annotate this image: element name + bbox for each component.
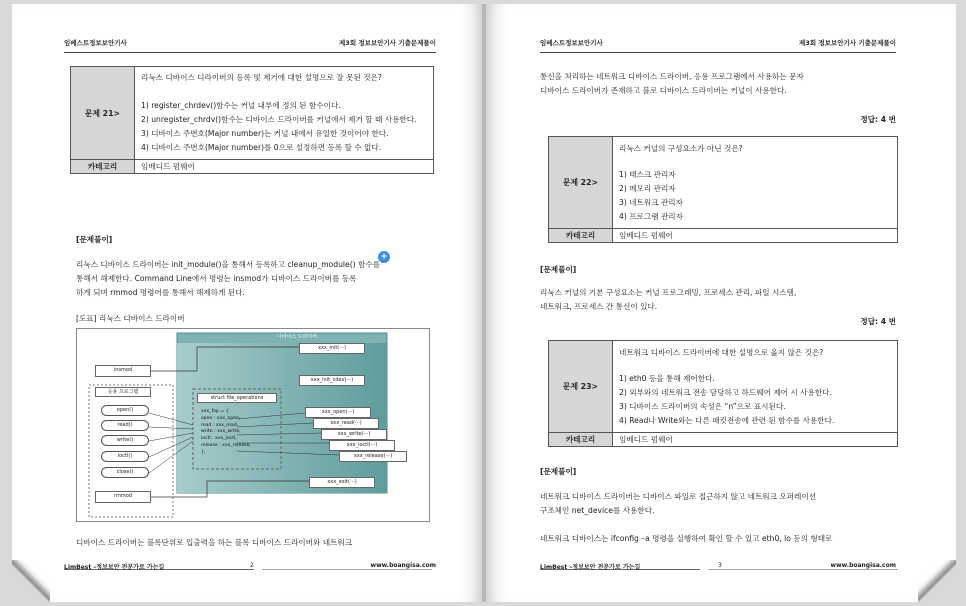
app-call-ioctl: ioctl() bbox=[101, 451, 149, 462]
question-23-table bbox=[548, 340, 898, 447]
solution-text bbox=[540, 490, 910, 518]
struct-line: }; bbox=[201, 449, 206, 455]
header-divider bbox=[64, 52, 436, 53]
question-22-table bbox=[548, 136, 898, 243]
solution-line: 구조체인 net_device를 사용한다. bbox=[540, 506, 655, 515]
category-label: 카테고리 bbox=[71, 160, 135, 174]
book-spread bbox=[12, 4, 956, 602]
page-footer bbox=[64, 562, 436, 576]
insmod-box: insmod bbox=[95, 365, 151, 377]
struct-line: write : xxx_write, bbox=[201, 429, 241, 435]
question-body bbox=[613, 137, 898, 229]
question-21-table bbox=[70, 66, 434, 174]
app-call-write: write() bbox=[101, 435, 149, 446]
footer-left: LimBest –정보보안 전문가로 가는길 bbox=[64, 564, 165, 571]
option-4: 4) Read나 Write와는 다른 패킷전송에 관련 된 함수를 사용한다. bbox=[619, 415, 835, 425]
header-left-title: 임베스트정보보안기사 bbox=[540, 39, 603, 47]
option-3: 3) 디바이스 드라이버의 속성은 “n”으로 표시된다. bbox=[619, 401, 786, 411]
solution-title: [문제풀이] bbox=[540, 265, 577, 274]
option-1: 1) eth0 등을 통해 제어한다. bbox=[619, 373, 715, 383]
question-label: 문제 22> bbox=[549, 137, 613, 229]
right-page bbox=[486, 4, 956, 602]
option-2: 2) unregister_chrdv()함수는 디바이스 드라이버를 커널에서 제거 할 때 사용한다. bbox=[141, 115, 417, 124]
solution-tail: 네트워크 디바이스는 ifconfig –a 명령을 실행하여 확인 할 수 있고 eth0, lo 등의 형태로 bbox=[540, 534, 833, 543]
app-label: 응용 프로그램 bbox=[95, 387, 151, 397]
struct-title: struct file_operations bbox=[197, 393, 277, 403]
option-4: 4) 프로그램 관리자 bbox=[619, 211, 683, 221]
init-cdev-box: xxx_init_cdev(···) bbox=[299, 375, 365, 386]
page-curl-icon[interactable] bbox=[12, 560, 50, 602]
fop-open-box: xxx_open(···) bbox=[305, 407, 371, 418]
device-driver-diagram bbox=[76, 328, 430, 522]
page-footer bbox=[540, 562, 896, 576]
category-label: 카테고리 bbox=[549, 433, 613, 447]
struct-line: ioctl : xxx_ioctl, bbox=[201, 436, 237, 442]
question-text: 리눅스 디바이스 디라이버의 등록 및 제거에 대한 설명으로 잘 못된 것은? bbox=[141, 73, 382, 82]
figure-caption: [도표] 리눅스 디바이스 드라이버 bbox=[76, 314, 185, 323]
question-text: 네트워크 디바이스 드라이버에 대한 설명으로 옳지 않은 것은? bbox=[619, 347, 824, 357]
page-number: 3 bbox=[718, 562, 722, 569]
struct-line: xxx_fop = { bbox=[201, 409, 229, 414]
tail-line: 디바이스 드라이버는 블록단위로 입출력을 하는 블록 디바이스 드라이버와 네트워크 bbox=[76, 538, 353, 547]
app-call-read: read() bbox=[101, 420, 149, 431]
answer-line: 정답: 4 번 bbox=[860, 317, 896, 326]
option-3: 3) 네트워크 관리자 bbox=[619, 197, 683, 207]
question-label: 문제 23> bbox=[549, 341, 613, 433]
page-curl-icon[interactable] bbox=[918, 560, 956, 602]
header-divider bbox=[540, 52, 896, 53]
fop-ioctl-box: xxx_ioctl(···) bbox=[329, 440, 395, 451]
intro-text bbox=[540, 70, 900, 98]
solution-title: [문제풀이] bbox=[76, 235, 113, 244]
solution-line: 통해서 해제한다. Command Line에서 명령는 insmod가 디바이스 드라이버를 등록 bbox=[76, 274, 357, 283]
plus-circle-icon[interactable]: + bbox=[378, 251, 390, 263]
header-right-title: 제3회 정보보안기사 기출문제풀이 bbox=[339, 39, 436, 47]
option-2: 2) 외부와의 네트워크 전송 담당하고 하드웨어 제어 시 사용한다. bbox=[619, 387, 832, 397]
intro-line: 통신을 처리하는 네트워크 디바이스 드라이버, 응용 프로그램에서 사용하는 문자 bbox=[540, 72, 804, 81]
kernel-label: 디바이스 드라이버 bbox=[276, 334, 318, 340]
footer-url: www.boangisa.com bbox=[370, 562, 436, 569]
option-1: 1) 태스크 관리자 bbox=[619, 169, 676, 179]
question-label: 문제 21> bbox=[71, 67, 135, 160]
fop-release-box: xxx_release(···) bbox=[339, 451, 407, 462]
left-page bbox=[12, 4, 482, 602]
solution-line: 리눅스 커널의 기본 구성요소는 커널 프로그래밍, 프로세스 관리, 파일 시스템, bbox=[540, 288, 797, 297]
app-call-open: open() bbox=[101, 405, 149, 416]
page-number: 2 bbox=[250, 562, 254, 569]
fop-read-box: xxx_read(···) bbox=[313, 418, 379, 429]
exit-box: xxx_exit(···) bbox=[309, 477, 375, 488]
option-2: 2) 메모리 관리자 bbox=[619, 183, 676, 193]
header-left-title: 임베스트정보보안기사 bbox=[64, 39, 127, 47]
solution-line: 네트워크, 프로세스 간 통신이 있다. bbox=[540, 302, 658, 311]
footer-left: LimBest –정보보안 전문가로 가는길 bbox=[540, 564, 641, 571]
app-call-close: close() bbox=[101, 467, 149, 478]
option-4: 4) 디바이스 주번호(Major number)를 0으로 설정하면 등록 할 수 없다. bbox=[141, 143, 382, 152]
struct-line: open : xxx_open, bbox=[201, 415, 241, 421]
solution-line: 리눅스 디바이스 드라이버는 init_module()을 통해서 등록하고 cleanup_module() 함수를 bbox=[76, 260, 381, 269]
category-value: 임베디드 펌웨어 bbox=[135, 160, 434, 174]
category-value: 임베디드 펌웨어 bbox=[613, 229, 898, 243]
struct-line: read : xxx_read, bbox=[201, 422, 239, 428]
struct-body bbox=[201, 409, 251, 457]
question-text: 리눅스 커널의 구성요소가 아닌 것은? bbox=[619, 143, 743, 153]
header-right-title: 제3회 정보보안기사 기출문제풀이 bbox=[799, 39, 896, 47]
fop-write-box: xxx_write(···) bbox=[321, 429, 387, 440]
solution-title: [문제풀이] bbox=[540, 467, 577, 476]
solution-line: 네트워크 디바이스 드라이버는 디바이스 파일로 접근하지 않고 네트워크 오퍼레이션 bbox=[540, 492, 817, 501]
solution-text bbox=[76, 258, 436, 300]
footer-url: www.boangisa.com bbox=[830, 562, 896, 569]
rmmod-box: rmmod bbox=[95, 491, 151, 503]
solution-line: 하게 되며 rmmod 명령어를 통해서 해제하게 된다. bbox=[76, 288, 245, 297]
option-1: 1) register_chrdev()함수는 커널 내부에 정의 된 함수이다. bbox=[141, 101, 341, 110]
category-label: 카테고리 bbox=[549, 229, 613, 243]
option-3: 3) 디바이스 주번호(Major number)는 커널 내에서 유일한 것이어야 한다. bbox=[141, 129, 389, 138]
question-body bbox=[135, 67, 434, 160]
question-body bbox=[613, 341, 898, 433]
solution-text bbox=[540, 286, 900, 314]
answer-line: 정답: 4 번 bbox=[860, 115, 896, 124]
struct-line: release : xxx_release, bbox=[201, 442, 251, 448]
category-value: 임베디드 펌웨어 bbox=[613, 433, 898, 447]
intro-line: 디바이스 드라이버가 존재하고 블로 디바이스 드라이버는 커널이 사용한다. bbox=[540, 86, 787, 95]
init-box: xxx_init(···) bbox=[299, 343, 365, 354]
